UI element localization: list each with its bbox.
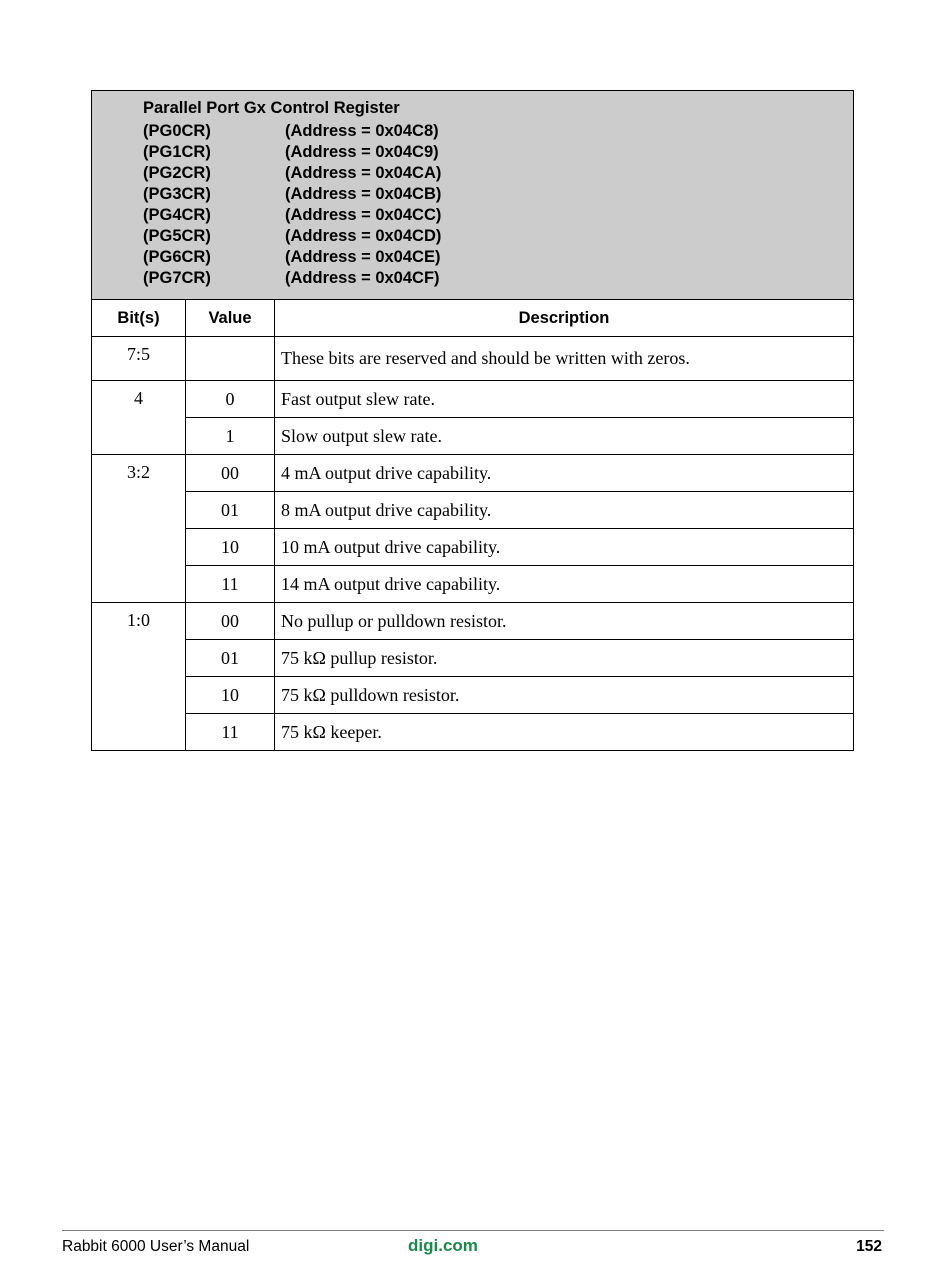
table-row (92, 455, 854, 492)
register-address: (Address = 0x04CC) (285, 206, 442, 224)
register-name: (PG4CR) (143, 206, 211, 224)
footer-page-number: 152 (856, 1238, 882, 1255)
value-cell: 01 (186, 492, 275, 529)
description-cell: 75 kΩ keeper. (275, 714, 854, 751)
register-name: (PG5CR) (143, 227, 211, 245)
register-name: (PG1CR) (143, 143, 211, 161)
table-row (92, 603, 854, 640)
register-line (143, 142, 853, 163)
value-cell: 1 (186, 418, 275, 455)
description-cell: 8 mA output drive capability. (275, 492, 854, 529)
register-name: (PG6CR) (143, 248, 211, 266)
register-address: (Address = 0x04CF) (285, 269, 440, 287)
value-cell: 11 (186, 714, 275, 751)
value-column-header: Value (186, 300, 275, 337)
register-line (143, 247, 853, 268)
value-cell: 00 (186, 455, 275, 492)
register-name: (PG7CR) (143, 269, 211, 287)
register-table (91, 90, 854, 751)
value-cell: 10 (186, 529, 275, 566)
table-row (92, 492, 854, 529)
description-cell: 75 kΩ pulldown resistor. (275, 677, 854, 714)
description-cell: Fast output slew rate. (275, 381, 854, 418)
table-row (92, 337, 854, 381)
value-cell: 11 (186, 566, 275, 603)
register-title: Parallel Port Gx Control Register (143, 99, 400, 117)
register-line (143, 163, 853, 184)
value-cell: 0 (186, 381, 275, 418)
register-address: (Address = 0x04C8) (285, 122, 439, 140)
bits-cell: 1:0 (92, 603, 186, 751)
table-row (92, 714, 854, 751)
value-cell: 00 (186, 603, 275, 640)
table-row (92, 529, 854, 566)
bits-cell: 7:5 (92, 337, 186, 381)
description-column-header: Description (275, 300, 854, 337)
table-row (92, 677, 854, 714)
description-cell: No pullup or pulldown resistor. (275, 603, 854, 640)
table-row (92, 381, 854, 418)
value-cell: 10 (186, 677, 275, 714)
register-address: (Address = 0x04CD) (285, 227, 442, 245)
register-line (143, 205, 853, 226)
description-cell: These bits are reserved and should be written with zeros. (275, 337, 854, 381)
description-cell: Slow output slew rate. (275, 418, 854, 455)
register-header (92, 91, 854, 300)
bits-cell: 4 (92, 381, 186, 455)
bits-cell: 3:2 (92, 455, 186, 603)
register-address: (Address = 0x04CE) (285, 248, 441, 266)
description-cell: 4 mA output drive capability. (275, 455, 854, 492)
table-row (92, 418, 854, 455)
description-cell: 10 mA output drive capability. (275, 529, 854, 566)
register-line (143, 184, 853, 205)
register-line (143, 268, 853, 289)
table-row (92, 640, 854, 677)
description-cell: 75 kΩ pullup resistor. (275, 640, 854, 677)
register-name: (PG2CR) (143, 164, 211, 182)
register-name: (PG3CR) (143, 185, 211, 203)
description-cell: 14 mA output drive capability. (275, 566, 854, 603)
column-header-row (92, 300, 854, 337)
value-cell (186, 337, 275, 381)
footer-divider (62, 1230, 884, 1231)
register-name: (PG0CR) (143, 122, 211, 140)
footer-manual-title: Rabbit 6000 User’s Manual (62, 1238, 250, 1255)
register-address: (Address = 0x04CA) (285, 164, 442, 182)
footer-site-link[interactable]: digi.com (408, 1236, 478, 1255)
table-row (92, 566, 854, 603)
register-line (143, 121, 853, 142)
bits-column-header: Bit(s) (92, 300, 186, 337)
register-address: (Address = 0x04C9) (285, 143, 439, 161)
register-address: (Address = 0x04CB) (285, 185, 442, 203)
register-line (143, 226, 853, 247)
value-cell: 01 (186, 640, 275, 677)
